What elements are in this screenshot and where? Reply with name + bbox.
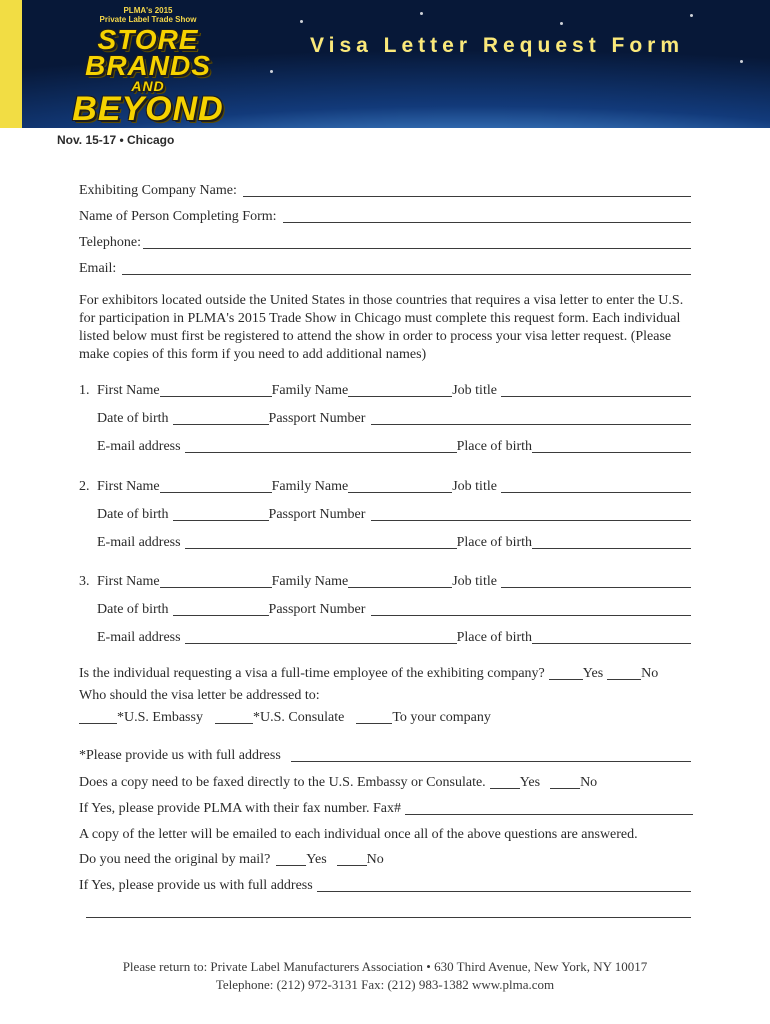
applicant-2-row-2 [97, 506, 691, 524]
applicant-email-field[interactable] [185, 438, 457, 453]
fax-no-blank[interactable] [550, 774, 580, 789]
footer-contact: Telephone: (212) 972-3131 Fax: (212) 983-1382 www.plma.com [215, 977, 555, 992]
fulltime-yes-label: Yes [582, 666, 604, 681]
store-brands-logo [48, 6, 248, 128]
logo-line-2: BRANDS [85, 50, 211, 81]
mail-yes-label: Yes [306, 852, 327, 867]
fax-no-label: No [580, 775, 598, 790]
star-decoration [560, 22, 563, 25]
company-name-label: Exhibiting Company Name: [79, 183, 237, 198]
family-name-field[interactable] [348, 573, 452, 588]
job-title-field[interactable] [501, 573, 691, 588]
first-name-field[interactable] [160, 478, 272, 493]
applicant-1-row-3 [97, 438, 691, 456]
birthplace-field[interactable] [532, 438, 691, 453]
passport-field[interactable] [371, 506, 691, 521]
dob-field[interactable] [173, 410, 269, 425]
logo-line-1: STORE [97, 24, 199, 55]
family-name-label: Family Name [271, 574, 349, 589]
applicant-email-field[interactable] [185, 534, 457, 549]
applicant-3-row-1 [79, 573, 691, 591]
instructions-paragraph: For exhibitors located outside the United States in those countries that requires a visa letter to enter the U.S. for participation in PLMA's 2015 Trade Show in Chicago must complete this request form. Each individual listed below must first be registered to attend the show in order to process your visa letter request. (Please make copies of this form if you need to add additional names) [79, 293, 684, 362]
email-note-row [79, 826, 638, 844]
addressed-to-question: Who should the visa letter be addressed to: [79, 688, 320, 703]
dob-field[interactable] [173, 601, 269, 616]
yellow-stripe [0, 0, 22, 128]
mail-no-label: No [366, 852, 384, 867]
telephone-label: Telephone: [79, 235, 141, 250]
dob-field[interactable] [173, 506, 269, 521]
email-label: Email: [79, 261, 117, 276]
email-row [79, 260, 691, 278]
company-name-row [79, 182, 691, 200]
your-company-blank[interactable] [356, 709, 392, 724]
addressed-to-row [79, 687, 320, 705]
applicant-1-row-1 [79, 382, 691, 400]
full-address-field[interactable] [291, 747, 691, 762]
logo-edition: PLMA's 2015 [123, 6, 173, 15]
applicant-email-field[interactable] [185, 629, 457, 644]
birthplace-label: Place of birth [456, 439, 533, 454]
fax-number-row [79, 800, 693, 818]
logo-show-name: Private Label Trade Show [99, 15, 197, 24]
mail-address-row [79, 877, 691, 895]
job-title-label: Job title [452, 383, 497, 398]
fulltime-question: Is the individual requesting a visa a full-time employee of the exhibiting company? [79, 666, 545, 681]
star-decoration [690, 14, 693, 17]
dob-label: Date of birth [97, 507, 169, 522]
star-decoration [420, 12, 423, 15]
person-name-field[interactable] [283, 208, 691, 223]
star-decoration [740, 60, 743, 63]
applicant-email-label: E-mail address [97, 630, 181, 645]
dob-label: Date of birth [97, 602, 169, 617]
mail-no-blank[interactable] [337, 851, 367, 866]
consulate-label: *U.S. Consulate [252, 710, 345, 725]
dob-label: Date of birth [97, 411, 169, 426]
event-date: Nov. 15-17 • Chicago [57, 133, 175, 147]
applicant-2-row-1 [79, 478, 691, 496]
star-decoration [300, 20, 303, 23]
fulltime-no-blank[interactable] [607, 665, 641, 680]
footer-return-address: Please return to: Private Label Manufacturers Association • 630 Third Avenue, New York, NY 10017 [122, 959, 648, 974]
family-name-label: Family Name [271, 479, 349, 494]
first-name-label: First Name [97, 383, 160, 398]
fulltime-no-label: No [641, 666, 659, 681]
fax-copy-row [79, 774, 597, 792]
telephone-field[interactable] [143, 234, 691, 249]
fax-yes-label: Yes [519, 775, 541, 790]
fax-yes-blank[interactable] [490, 774, 520, 789]
applicant-email-label: E-mail address [97, 535, 181, 550]
applicant-1-row-2 [97, 410, 691, 428]
original-mail-row [79, 851, 384, 869]
mail-yes-blank[interactable] [276, 851, 306, 866]
company-name-field[interactable] [243, 182, 691, 197]
applicant-number: 1. [79, 383, 90, 398]
applicant-3-row-3 [97, 629, 691, 647]
header-banner [0, 0, 770, 128]
applicant-2-row-3 [97, 534, 691, 552]
fax-number-label: If Yes, please provide PLMA with their fax number. Fax# [79, 801, 401, 816]
mail-address-label: If Yes, please provide us with full address [79, 878, 313, 893]
logo-line-3: AND [131, 78, 165, 94]
addressee-options-row [79, 709, 491, 727]
job-title-label: Job title [452, 479, 497, 494]
family-name-field[interactable] [348, 478, 452, 493]
fulltime-question-row [79, 665, 658, 683]
applicant-email-label: E-mail address [97, 439, 181, 454]
birthplace-label: Place of birth [456, 630, 533, 645]
family-name-field[interactable] [348, 382, 452, 397]
job-title-field[interactable] [501, 382, 691, 397]
passport-field[interactable] [371, 410, 691, 425]
birthplace-field[interactable] [532, 629, 691, 644]
applicant-number: 2. [79, 479, 90, 494]
original-mail-question: Do you need the original by mail? [79, 852, 271, 867]
your-company-label: To your company [392, 710, 491, 725]
logo-line-4: BEYOND [72, 90, 224, 128]
full-address-label: *Please provide us with full address [79, 748, 281, 763]
applicant-3-row-2 [97, 601, 691, 619]
job-title-field[interactable] [501, 478, 691, 493]
embassy-label: *U.S. Embassy [117, 710, 203, 725]
telephone-row [79, 234, 691, 252]
birthplace-label: Place of birth [456, 535, 533, 550]
passport-label: Passport Number [268, 507, 366, 522]
job-title-label: Job title [452, 574, 497, 589]
person-name-label: Name of Person Completing Form: [79, 209, 277, 224]
person-name-row [79, 208, 691, 226]
first-name-label: First Name [97, 479, 160, 494]
first-name-field[interactable] [160, 382, 272, 397]
email-note: A copy of the letter will be emailed to each individual once all of the above questions are answered. [79, 827, 638, 842]
family-name-label: Family Name [271, 383, 349, 398]
mail-address-field[interactable] [317, 877, 691, 892]
embassy-blank[interactable] [79, 709, 117, 724]
consulate-blank[interactable] [215, 709, 253, 724]
star-decoration [270, 70, 273, 73]
fax-number-field[interactable] [405, 800, 693, 815]
applicant-number: 3. [79, 574, 90, 589]
passport-label: Passport Number [268, 411, 366, 426]
full-address-row [79, 747, 691, 765]
fulltime-yes-blank[interactable] [549, 665, 583, 680]
first-name-label: First Name [97, 574, 160, 589]
email-field[interactable] [122, 260, 691, 275]
passport-field[interactable] [371, 601, 691, 616]
mail-address-field-line-2[interactable] [86, 903, 691, 918]
fax-copy-question: Does a copy need to be faxed directly to the U.S. Embassy or Consulate. [79, 775, 486, 790]
form-title: Visa Letter Request Form [310, 34, 685, 57]
passport-label: Passport Number [268, 602, 366, 617]
first-name-field[interactable] [160, 573, 272, 588]
birthplace-field[interactable] [532, 534, 691, 549]
